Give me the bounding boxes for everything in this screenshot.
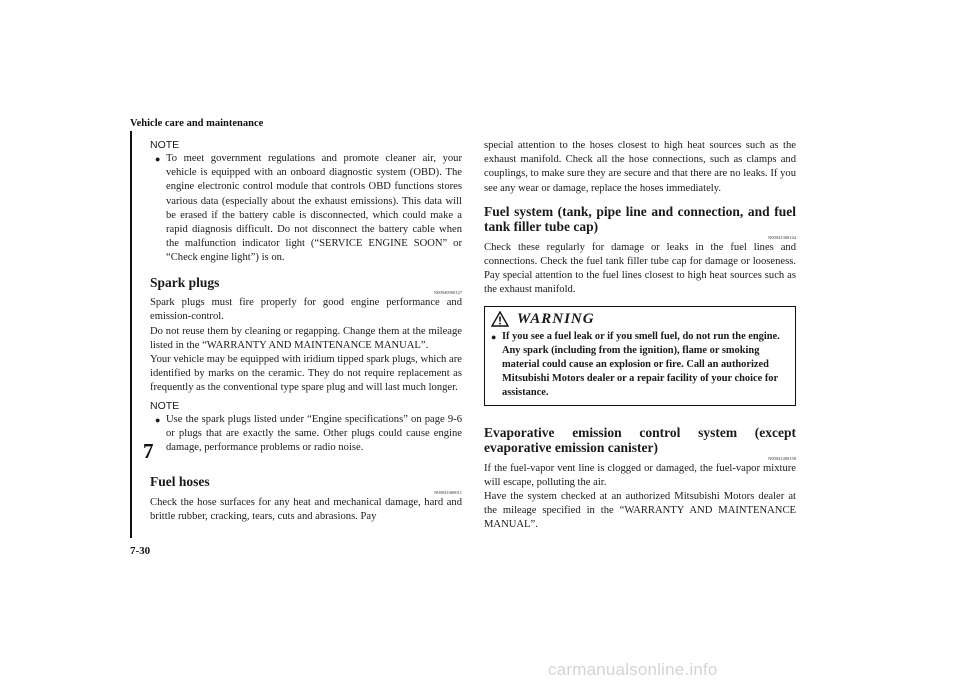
warning-box bbox=[484, 306, 796, 406]
spark-plugs-section bbox=[150, 275, 462, 396]
section-heading: Fuel hoses bbox=[150, 474, 210, 490]
section-code: N00941400158 bbox=[768, 455, 796, 461]
paragraph: Do not reuse them by cleaning or regapping. Change them at the mileage listed in the “WARRANTY AND MAINTENANCE MANUAL”. bbox=[150, 325, 462, 351]
section-code: N00941300144 bbox=[768, 234, 796, 240]
evap-section bbox=[484, 425, 796, 533]
chapter-number: 7 bbox=[143, 439, 154, 463]
right-column bbox=[484, 139, 796, 533]
section-code: N00941000011 bbox=[434, 489, 462, 495]
section-heading: Evaporative emission control system (except evaporative emission canister) bbox=[484, 424, 796, 456]
warning-title bbox=[491, 311, 789, 327]
paragraph: Your vehicle may be equipped with iridium tipped spark plugs, which are identified by marks on the ceramic. They do not require replacement as frequently as the conventional type spare plug and will last much longer. bbox=[150, 353, 462, 394]
warning-label: WARNING bbox=[517, 310, 595, 327]
bullet-icon: ● bbox=[155, 414, 161, 425]
paragraph: Check these regularly for damage or leaks in the fuel lines and connections. Check the fuel tank filler tube cap for damage or looseness. Pay special attention to the fuel lines closest to high heat sources such as the exhaust manifold. bbox=[484, 241, 796, 296]
note-block bbox=[150, 139, 462, 266]
bullet-icon: ● bbox=[491, 331, 497, 342]
running-header: Vehicle care and maintenance bbox=[130, 118, 264, 129]
warning-text: If you see a fuel leak or if you smell fuel, do not run the engine. Any spark (including from the ignition), flame or smoking material could cause an explosion or fire. Call an authorized Mitsubishi Motors dealer or a repair facility of your choice for assistance. bbox=[502, 330, 780, 398]
fuel-hoses-section bbox=[150, 474, 462, 524]
note-item bbox=[155, 413, 462, 456]
fuel-system-section bbox=[484, 204, 796, 298]
warning-triangle-icon bbox=[491, 311, 509, 327]
note-block bbox=[150, 400, 462, 456]
watermark: carmanualsonline.info bbox=[548, 660, 718, 679]
paragraph: Have the system checked at an authorized Mitsubishi Motors dealer at the mileage specified in the “WARRANTY AND MAINTENANCE MANUAL”. bbox=[484, 491, 796, 531]
note-item-text: To meet government regulations and promote cleaner air, your vehicle is equipped with an onboard diagnostic system (OBD). The engine electronic control module that controls OBD functions stores various data (especially about the exhaust emissions). This data will be erased if the battery cable is disconnected, which could make a rapid diagnosis difficult. Do not disconnect the battery cable when the malfunction indicator light (“SERVICE ENGINE SOON” or “Check engine light”) is on. bbox=[166, 153, 462, 264]
page-number: 7-30 bbox=[130, 545, 151, 557]
note-item-text: Use the spark plugs listed under “Engine specifications” on page 9-6 or plugs that are exactly the same. Other plugs could cause engine damage, performance problems or radio noise. bbox=[166, 413, 462, 453]
paragraph: special attention to the hoses closest to high heat sources such as the exhaust manifold. Check all the hose connections, such as clamps and couplings, to make sure they are secure and that there are no leaks. If you see any wear or damage, replace the hoses immediately. bbox=[484, 140, 796, 194]
paragraph: Check the hose surfaces for any heat and mechanical damage, hard and brittle rubber, cracking, tears, cuts and abrasions. Pay bbox=[150, 496, 462, 522]
warning-item bbox=[491, 330, 789, 400]
section-heading: Spark plugs bbox=[150, 274, 220, 290]
left-column bbox=[150, 139, 462, 524]
note-item bbox=[155, 152, 462, 266]
paragraph: If the fuel-vapor vent line is clogged or damaged, the fuel-vapor mixture will escape, polluting the air. bbox=[484, 462, 796, 488]
note-label: NOTE bbox=[150, 399, 180, 412]
note-label: NOTE bbox=[150, 139, 180, 151]
bullet-icon: ● bbox=[155, 154, 161, 164]
chapter-rule bbox=[130, 131, 132, 538]
section-heading: Fuel system (tank, pipe line and connection, and fuel tank filler tube cap) bbox=[484, 203, 796, 235]
section-code: N00940900127 bbox=[434, 290, 462, 296]
paragraph: Spark plugs must fire properly for good engine performance and emission-control. bbox=[150, 297, 462, 323]
